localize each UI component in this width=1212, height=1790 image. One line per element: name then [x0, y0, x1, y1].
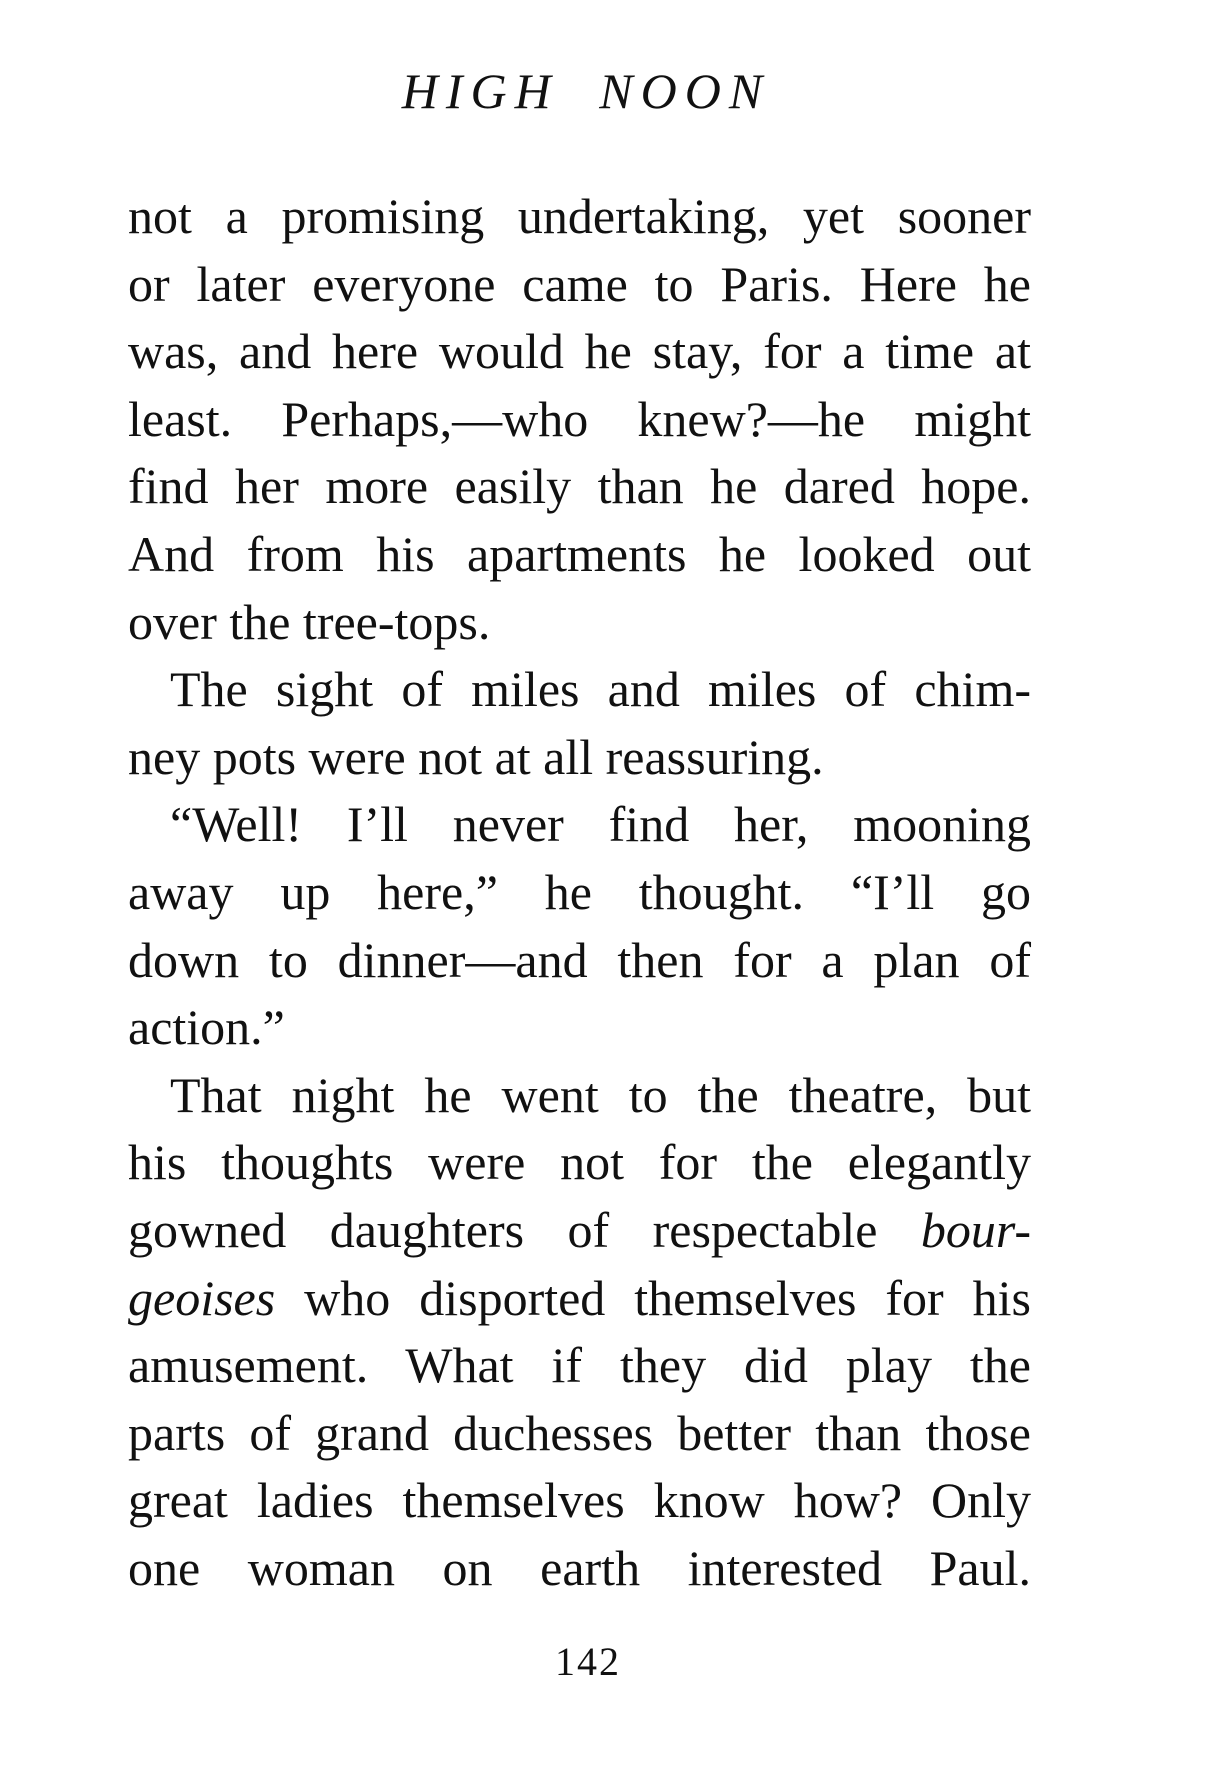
text-line: find her more easily than he dared hope.	[128, 458, 1031, 515]
text-line: great ladies themselves know how? Only	[128, 1472, 1031, 1529]
text-line: action.”	[128, 999, 285, 1056]
text-line: The sight of miles and miles of chim-	[170, 661, 1031, 718]
text-line	[128, 1197, 1031, 1265]
italic-word: geoises	[128, 1269, 276, 1326]
italic-word: bour-	[920, 1201, 1031, 1258]
running-head: HIGH NOON	[401, 63, 771, 119]
text-line: amusement. What if they did play the	[128, 1337, 1031, 1394]
text-line: least. Perhaps,—who knew?—he might	[128, 390, 1031, 447]
text-line-segment: gowned daughters of respectable	[128, 1201, 921, 1258]
text-line: his thoughts were not for the elegantly	[128, 1134, 1031, 1191]
text-line: That night he went to the theatre, but	[170, 1066, 1031, 1123]
text-line-segment: who disported themselves for his	[275, 1269, 1031, 1326]
text-line: away up here,” he thought. “I’ll go	[128, 863, 1031, 920]
text-line: “Well! I’ll never find her, mooning	[170, 796, 1031, 853]
text-line: over the tree-tops.	[128, 593, 491, 650]
text-line: was, and here would he stay, for a time at	[128, 323, 1031, 380]
text-line: ney pots were not at all reassuring.	[128, 728, 824, 785]
text-line: or later everyone came to Paris. Here he	[128, 255, 1031, 312]
page-number: 142	[555, 1639, 621, 1684]
text-line: down to dinner—and then for a plan of	[128, 931, 1031, 988]
text-line	[128, 1265, 1031, 1333]
text-line: parts of grand duchesses better than those	[128, 1404, 1031, 1461]
text-line: one woman on earth interested Paul.	[128, 1539, 1031, 1596]
text-line: not a promising undertaking, yet sooner	[128, 188, 1031, 244]
text-line: And from his apartments he looked out	[128, 525, 1031, 582]
body-text	[128, 183, 1031, 1602]
